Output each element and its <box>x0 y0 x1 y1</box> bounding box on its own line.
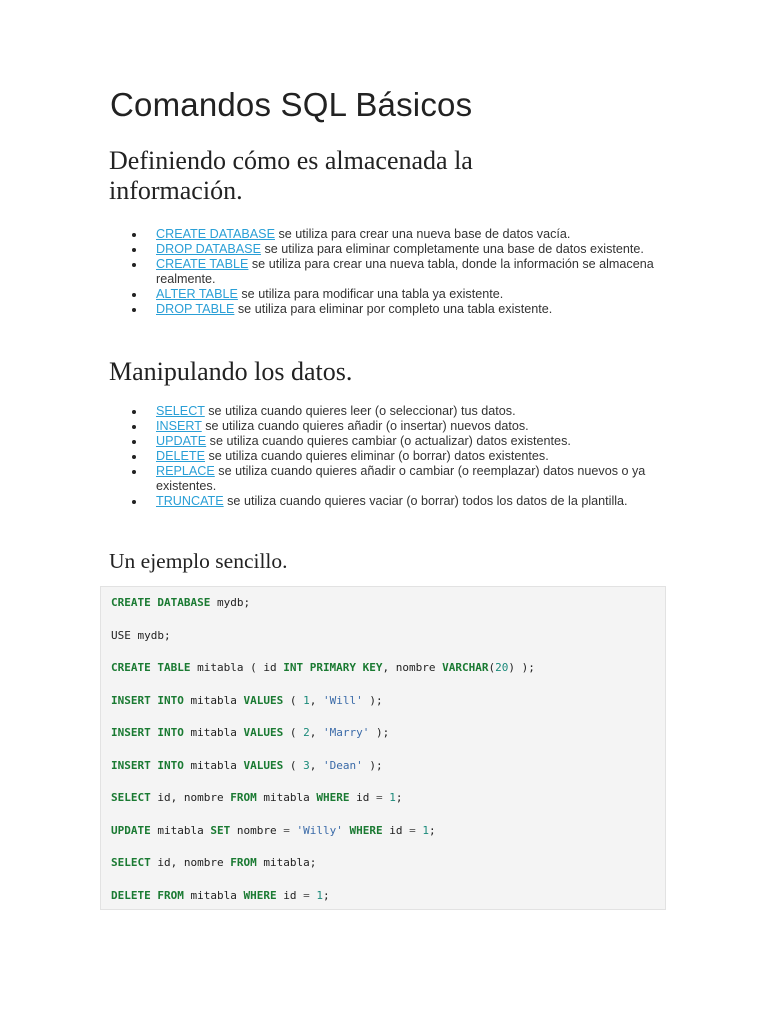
sql-text: id, nombre <box>150 791 231 804</box>
sql-keyword: SELECT <box>111 856 151 869</box>
sql-text: mitabla <box>183 758 244 772</box>
sql-text: ( <box>283 693 304 707</box>
heading-line: Definiendo cómo es almacenada la <box>109 146 473 175</box>
sql-text: mydb; <box>210 596 251 609</box>
item-description: se utiliza para eliminar completamente una base de datos existente. <box>260 242 644 256</box>
bullet-icon <box>132 233 136 237</box>
bullet-icon <box>132 425 136 429</box>
bullet-icon <box>132 455 136 459</box>
sql-text: , <box>309 726 323 739</box>
item-description: se utiliza cuando quieres añadir o cambiar (o reemplazar) datos nuevos o ya existentes. <box>156 464 646 493</box>
sql-text: mitabla <box>183 693 244 707</box>
item-description: se utiliza para eliminar por completo una tabla existente. <box>234 302 553 316</box>
sql-keyword: INSERT INTO <box>111 693 184 707</box>
bullet-icon <box>132 248 136 252</box>
sql-operator: = <box>409 823 416 837</box>
list-item <box>132 494 662 509</box>
sql-keyword: FROM <box>230 791 257 804</box>
link-drop-database[interactable]: DROP DATABASE <box>156 242 261 256</box>
sql-text: ); <box>362 693 383 707</box>
code-line <box>111 824 436 837</box>
sql-text: mitabla <box>183 726 244 739</box>
item-description: se utiliza para crear una nueva tabla, donde la información se almacena realmente. <box>156 257 654 286</box>
sql-string: 'Will' <box>322 693 363 707</box>
sql-text: USE mydb; <box>111 628 171 642</box>
sql-keyword: WHERE <box>349 823 383 837</box>
sql-text: , nombre <box>382 661 443 674</box>
item-description: se utiliza para crear una nueva base de datos vacía. <box>274 227 571 241</box>
sql-keyword: SELECT <box>111 791 151 804</box>
sql-text: mitabla <box>150 823 211 837</box>
link-create-database[interactable]: CREATE DATABASE <box>156 227 275 241</box>
sql-text: ) ); <box>508 661 535 674</box>
code-block <box>100 586 666 910</box>
sql-text: ; <box>428 823 436 837</box>
bullet-icon <box>132 308 136 312</box>
sql-text: id <box>349 791 376 804</box>
sql-string: 'Dean' <box>322 758 363 772</box>
sql-text: ( <box>283 758 304 772</box>
sql-text: ( <box>283 726 304 739</box>
sql-text: mitabla <box>256 791 317 804</box>
code-line <box>111 889 330 902</box>
link-drop-table[interactable]: DROP TABLE <box>156 302 235 316</box>
item-description: se utiliza cuando quieres añadir (o insertar) nuevos datos. <box>201 419 529 433</box>
page-title: Comandos SQL Básicos <box>110 86 473 123</box>
sql-string: 'Marry' <box>322 726 370 739</box>
sql-text: mitabla <box>183 888 244 902</box>
link-update[interactable]: UPDATE <box>156 434 207 448</box>
sql-text: ( <box>488 661 496 674</box>
section-heading-manipulando: Manipulando los datos. <box>109 357 353 386</box>
sql-text: id, nombre <box>150 856 231 869</box>
sql-keyword: WHERE <box>316 791 350 804</box>
sql-text: mitabla; <box>256 856 317 869</box>
list-item <box>132 464 662 494</box>
sql-number: 20 <box>495 661 509 674</box>
sql-text: ; <box>395 791 403 804</box>
bullet-icon <box>132 470 136 474</box>
sql-keyword: VARCHAR <box>442 661 489 674</box>
sql-keyword: SET <box>210 823 231 837</box>
list-item <box>132 404 662 419</box>
sql-text: id <box>276 888 304 902</box>
link-replace[interactable]: REPLACE <box>156 464 215 478</box>
sql-text: , <box>309 758 323 772</box>
sql-string: 'Willy' <box>296 823 343 837</box>
sql-text: id <box>382 823 410 837</box>
ddl-command-list <box>132 227 662 317</box>
item-description: se utiliza cuando quieres vaciar (o borrar) todos los datos de la plantilla. <box>223 494 628 508</box>
list-item <box>132 302 662 317</box>
bullet-icon <box>132 293 136 297</box>
sql-keyword: INSERT INTO <box>111 758 184 772</box>
bullet-icon <box>132 500 136 504</box>
sql-keyword: VALUES <box>243 726 284 739</box>
sql-number: 1 <box>389 791 396 804</box>
code-line <box>111 726 389 739</box>
sql-text: nombre <box>230 823 284 837</box>
link-insert[interactable]: INSERT <box>156 419 202 433</box>
item-description: se utiliza cuando quieres leer (o seleccionar) tus datos. <box>204 404 516 418</box>
sql-number: 1 <box>422 823 429 837</box>
sql-operator: = <box>303 888 310 902</box>
item-description: se utiliza cuando quieres cambiar (o actualizar) datos existentes. <box>206 434 571 448</box>
item-description: se utiliza para modificar una tabla ya existente. <box>237 287 504 301</box>
bullet-icon <box>132 440 136 444</box>
code-line <box>111 629 171 642</box>
list-item <box>132 227 662 242</box>
sql-operator: = <box>375 791 383 804</box>
sql-text: ); <box>369 726 390 739</box>
list-item <box>132 257 662 287</box>
sql-keyword: CREATE TABLE <box>111 661 191 674</box>
sql-text: , <box>309 693 323 707</box>
heading-line: información. <box>109 176 243 205</box>
link-truncate[interactable]: TRUNCATE <box>156 494 224 508</box>
sql-keyword: WHERE <box>243 888 277 902</box>
sql-text: mitabla ( id <box>190 661 284 674</box>
code-line <box>111 694 383 707</box>
link-create-table[interactable]: CREATE TABLE <box>156 257 249 271</box>
section-heading-definiendo <box>109 146 473 206</box>
link-select[interactable]: SELECT <box>156 404 205 418</box>
sql-keyword: DELETE FROM <box>111 888 184 902</box>
sql-keyword: FROM <box>230 856 257 869</box>
list-item <box>132 242 662 257</box>
list-item <box>132 287 662 302</box>
code-line <box>111 759 383 772</box>
item-description: se utiliza cuando quieres eliminar (o borrar) datos existentes. <box>205 449 549 463</box>
sql-operator: = <box>283 823 290 837</box>
code-line <box>111 791 402 804</box>
sql-number: 3 <box>303 758 310 772</box>
sql-number: 1 <box>303 693 310 707</box>
sql-keyword: CREATE DATABASE <box>111 596 211 609</box>
sql-text: ; <box>322 888 330 902</box>
sql-keyword: INT PRIMARY KEY <box>283 661 383 674</box>
list-item <box>132 434 662 449</box>
sql-number: 2 <box>303 726 310 739</box>
sql-keyword: VALUES <box>243 758 284 772</box>
list-item <box>132 419 662 434</box>
sql-text: ); <box>362 758 383 772</box>
code-line <box>111 596 250 609</box>
code-line <box>111 856 316 869</box>
section-heading-ejemplo: Un ejemplo sencillo. <box>109 549 288 573</box>
sql-keyword: UPDATE <box>111 823 151 837</box>
list-item <box>132 449 662 464</box>
link-alter-table[interactable]: ALTER TABLE <box>156 287 238 301</box>
link-delete[interactable]: DELETE <box>156 449 205 463</box>
sql-number: 1 <box>316 888 323 902</box>
bullet-icon <box>132 410 136 414</box>
sql-keyword: VALUES <box>243 693 284 707</box>
bullet-icon <box>132 263 136 267</box>
sql-keyword: INSERT INTO <box>111 726 184 739</box>
dml-command-list <box>132 404 662 509</box>
code-line <box>111 661 535 674</box>
